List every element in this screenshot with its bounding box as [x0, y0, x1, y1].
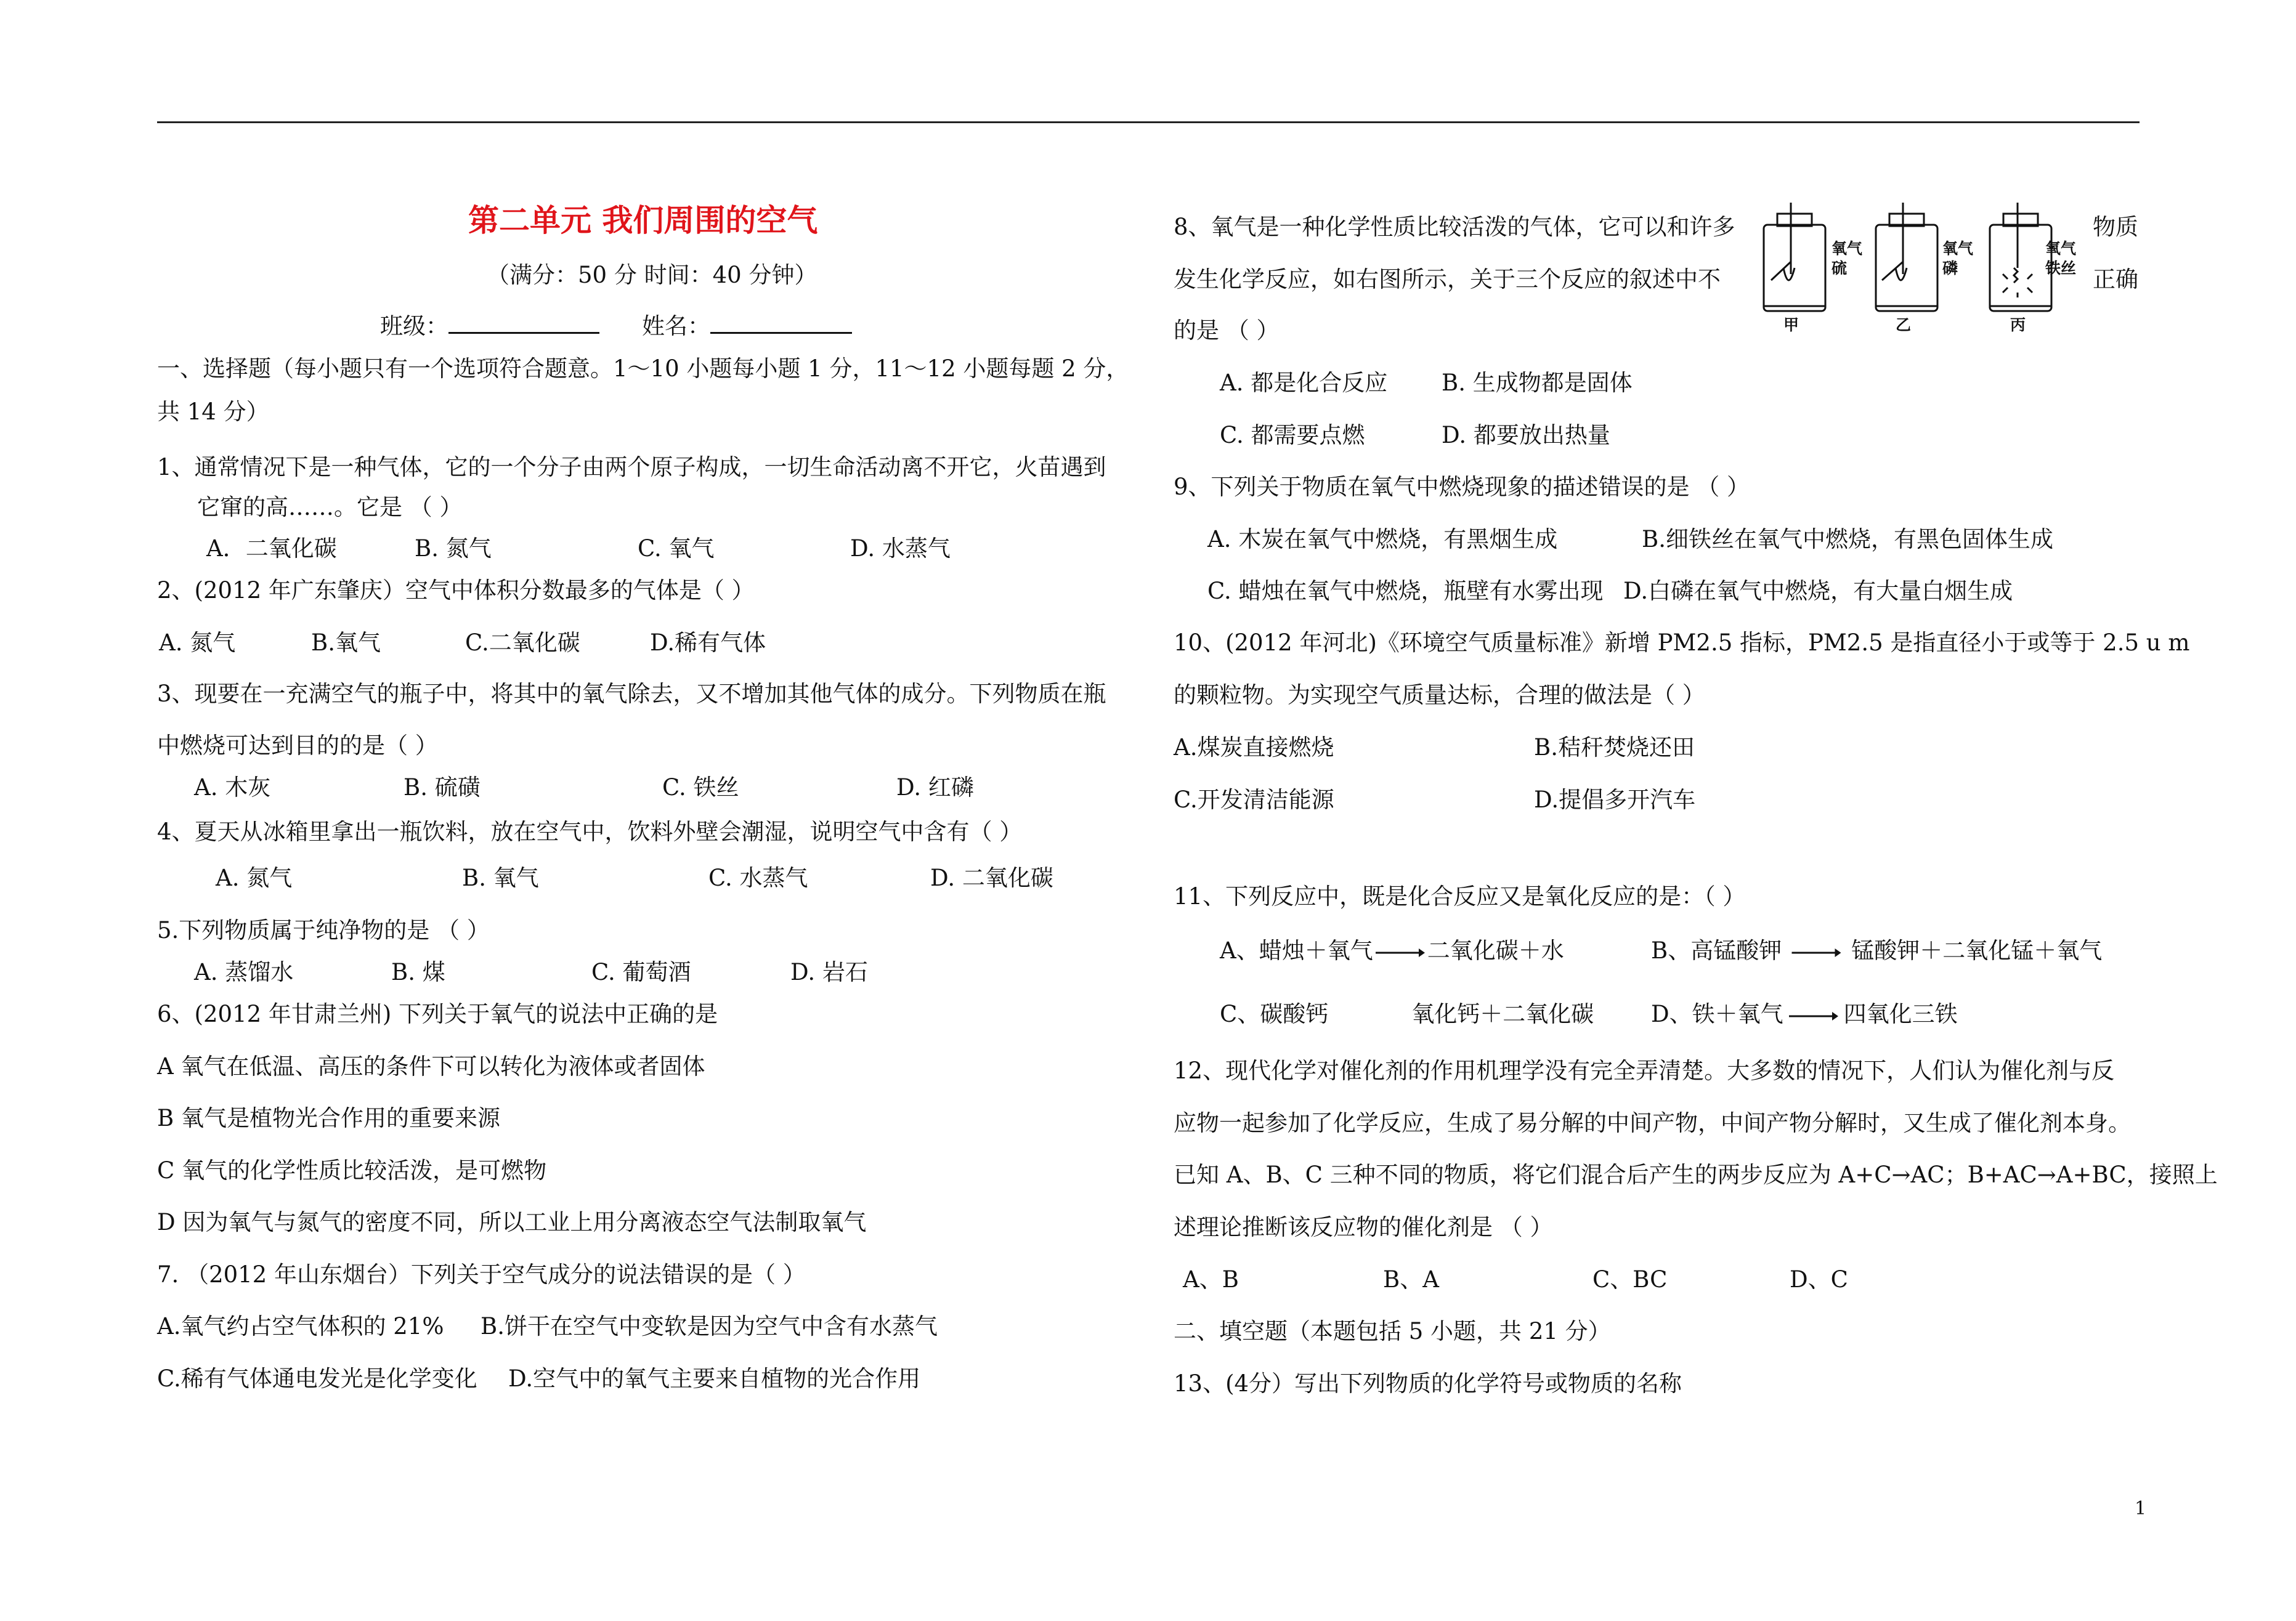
q10-stem-cont: 的颗粒物。为实现空气质量达标，合理的做法是（ ）	[1174, 682, 1705, 708]
name-field	[642, 313, 852, 338]
q6-stem: 6、(2012 年甘肃兰州) 下列关于氧气的说法中正确的是	[157, 1001, 718, 1027]
q5-option-d: D. 岩石	[790, 959, 868, 985]
jar2-gas-label: 氧气	[1942, 240, 1974, 257]
q11-c-products: 氧化钙＋二氧化碳	[1411, 1001, 1594, 1027]
q4-stem: 4、夏天从冰箱里拿出一瓶饮料，放在空气中，饮料外壁会潮湿，说明空气中含有（ ）	[157, 819, 1023, 845]
q12-option-c: C、BC	[1592, 1266, 1668, 1293]
q5-option-c: C. 葡萄酒	[591, 959, 691, 985]
q10-option-d: D.提倡多开汽车	[1534, 786, 1696, 813]
section1-heading: 一、选择题（每小题只有一个选项符合题意。1～10 小题每小题 1 分，11～12 小题每题 2 分，	[157, 355, 1129, 382]
q11-option-a	[1220, 939, 1564, 962]
name-blank	[710, 313, 852, 334]
name-label: 姓名：	[642, 313, 710, 339]
q8-stem: 8、氧气是一种化学性质比较活泼的气体，它可以和许多	[1174, 214, 1735, 240]
q3-stem-cont: 中燃烧可达到目的的是（ ）	[157, 732, 438, 759]
q7-stem: 7. （2012 年山东烟台）下列关于空气成分的说法错误的是（ ）	[157, 1261, 806, 1288]
q12-option-a: A、B	[1183, 1266, 1239, 1293]
q11-stem: 11、下列反应中，既是化合反应又是氧化反应的是：（ ）	[1174, 883, 1746, 910]
q10-stem: 10、(2012 年河北)《环境空气质量标准》新增 PM2.5 指标，PM2.5 是指直径小于或等于 2.5 u m	[1174, 629, 2190, 656]
jar1-substance-label: 硫	[1832, 259, 1848, 277]
q9-option-d: D.白磷在氧气中燃烧，有大量白烟生成	[1623, 578, 2013, 604]
q7-option-d: D.空气中的氧气主要来自植物的光合作用	[508, 1365, 921, 1392]
q7-option-b: B.饼干在空气中变软是因为空气中含有水蒸气	[481, 1313, 938, 1340]
q8-option-c: C. 都需要点燃	[1220, 422, 1365, 448]
jar1-name-label: 甲	[1783, 316, 1799, 334]
q11-b-products: 锰酸钾＋二氧化锰＋氧气	[1851, 937, 2103, 964]
q3-option-d: D. 红磷	[896, 774, 974, 801]
q12-option-b: B、A	[1383, 1266, 1439, 1293]
q1-stem-cont: 它窜的高……。它是 （ ）	[197, 494, 463, 520]
q10-option-a: A.煤炭直接燃烧	[1174, 734, 1334, 761]
jar1-gas-label: 氧气	[1832, 240, 1863, 257]
q1-option-c: C. 氧气	[638, 535, 715, 562]
q11-c-reactants: C、碳酸钙	[1220, 1001, 1329, 1027]
jar2-substance-label: 磷	[1942, 259, 1958, 277]
q12-stem-line3: 已知 A、B、C 三种不同的物质，将它们混合后产生的两步反应为 A+C→AC；B+AC→A+BC，接照上	[1174, 1162, 2218, 1188]
class-label: 班级：	[380, 313, 448, 339]
q1-option-b: B. 氮气	[415, 535, 492, 562]
q9-option-c: C. 蜡烛在氧气中燃烧，瓶壁有水雾出现	[1207, 578, 1604, 604]
q11-a-products: 二氧化碳＋水	[1427, 937, 1564, 964]
q11-option-b	[1651, 939, 2102, 962]
q9-stem: 9、下列关于物质在氧气中燃烧现象的描述错误的是 （ ）	[1174, 474, 1750, 500]
reaction-arrow-icon	[1786, 1010, 1841, 1022]
q4-option-c: C. 水蒸气	[708, 865, 808, 891]
q8-stem-tail: 物质	[2093, 214, 2138, 240]
q6-option-c: C 氧气的化学性质比较活泼，是可燃物	[157, 1157, 547, 1184]
q5-option-a: A. 蒸馏水	[194, 959, 294, 985]
q8-stem-cont-tail: 正确	[2093, 266, 2138, 293]
section1-heading-cont: 共 14 分）	[157, 398, 269, 425]
q3-option-a: A. 木灰	[194, 774, 271, 801]
page-number: 1	[2135, 1498, 2147, 1519]
q12-stem-line2: 应物一起参加了化学反应，生成了易分解的中间产物，中间产物分解时，又生成了催化剂本身。	[1174, 1110, 2131, 1136]
combustion-jars-figure	[1759, 200, 2085, 336]
q11-d-reactants: D、铁＋氧气	[1651, 1001, 1783, 1027]
q8-option-b: B. 生成物都是固体	[1442, 370, 1633, 396]
q10-option-c: C.开发清洁能源	[1174, 786, 1334, 813]
q3-stem: 3、现要在一充满空气的瓶子中，将其中的氧气除去，又不增加其他气体的成分。下列物质在瓶	[157, 681, 1106, 707]
q6-option-b: B 氧气是植物光合作用的重要来源	[157, 1105, 500, 1131]
q6-option-a: A 氧气在低温、高压的条件下可以转化为液体或者固体	[157, 1053, 705, 1080]
jar2-name-label: 乙	[1896, 316, 1912, 334]
q9-option-a: A. 木炭在氧气中燃烧，有黑烟生成	[1207, 526, 1558, 552]
q2-option-b: B.氧气	[311, 629, 381, 656]
q13-stem: 13、(4分）写出下列物质的化学符号或物质的名称	[1174, 1370, 1682, 1397]
q3-option-c: C. 铁丝	[662, 774, 739, 801]
jar3-gas-label: 氧气	[2045, 240, 2077, 257]
q2-option-d: D.稀有气体	[650, 629, 766, 656]
header-rule	[157, 121, 2140, 123]
q1-stem: 1、通常情况下是一种气体，它的一个分子由两个原子构成，一切生命活动离不开它，火苗遇到	[157, 454, 1106, 480]
section2-heading: 二、填空题（本题包括 5 小题，共 21 分）	[1174, 1318, 1611, 1344]
q2-option-a: A. 氮气	[159, 629, 236, 656]
q5-stem: 5.下列物质属于纯净物的是 （ ）	[157, 917, 490, 944]
q2-stem: 2、(2012 年广东肇庆）空气中体积分数最多的气体是（ ）	[157, 577, 755, 604]
q11-option-d	[1651, 1003, 1958, 1025]
class-field	[380, 313, 599, 338]
q3-option-b: B. 硫磺	[404, 774, 481, 801]
q1-option-a: A．二氧化碳	[206, 535, 337, 562]
q12-stem: 12、现代化学对催化剂的作用机理学没有完全弄清楚。大多数的情况下，人们认为催化剂与反	[1174, 1057, 2115, 1084]
jar3-name-label: 丙	[2010, 316, 2026, 334]
reaction-arrow-icon	[1376, 947, 1425, 959]
q8-option-d: D. 都要放出热量	[1442, 422, 1610, 448]
q4-option-b: B. 氧气	[462, 865, 539, 891]
q7-option-c: C.稀有气体通电发光是化学变化	[157, 1365, 477, 1392]
q8-stem-cont: 发生化学反应，如右图所示，关于三个反应的叙述中不	[1174, 266, 1721, 293]
q8-option-a: A. 都是化合反应	[1220, 370, 1388, 396]
q11-option-c	[1220, 1003, 1594, 1025]
q4-option-d: D. 二氧化碳	[930, 865, 1053, 891]
q2-option-c: C.二氧化碳	[465, 629, 580, 656]
q12-option-d: D、C	[1790, 1266, 1848, 1293]
jar3-substance-label: 铁丝	[2045, 259, 2077, 277]
q8-stem-end: 的是 （ ）	[1174, 317, 1280, 344]
q9-option-b: B.细铁丝在氧气中燃烧，有黑色固体生成	[1642, 526, 2053, 552]
q4-option-a: A. 氮气	[216, 865, 293, 891]
page-title: 第二单元 我们周围的空气	[468, 202, 818, 238]
q12-stem-line4: 述理论推断该反应物的催化剂是 （ ）	[1174, 1214, 1553, 1240]
q11-a-reactants: A、蜡烛＋氧气	[1220, 937, 1373, 964]
jars-illustration	[1759, 200, 2085, 336]
score-time-subtitle: （满分：50 分 时间：40 分钟）	[487, 262, 817, 288]
q11-d-products: 四氧化三铁	[1843, 1001, 1958, 1027]
class-blank	[448, 313, 599, 334]
q5-option-b: B. 煤	[391, 959, 445, 985]
q6-option-d: D 因为氧气与氮气的密度不同，所以工业上用分离液态空气法制取氧气	[157, 1209, 867, 1235]
reaction-arrow-icon	[1784, 947, 1849, 959]
q10-option-b: B.秸秆焚烧还田	[1534, 734, 1695, 761]
q1-option-d: D. 水蒸气	[850, 535, 951, 562]
q7-option-a: A.氧气约占空气体积的 21%	[157, 1313, 444, 1340]
q11-b-reactants: B、高锰酸钾	[1651, 937, 1782, 964]
